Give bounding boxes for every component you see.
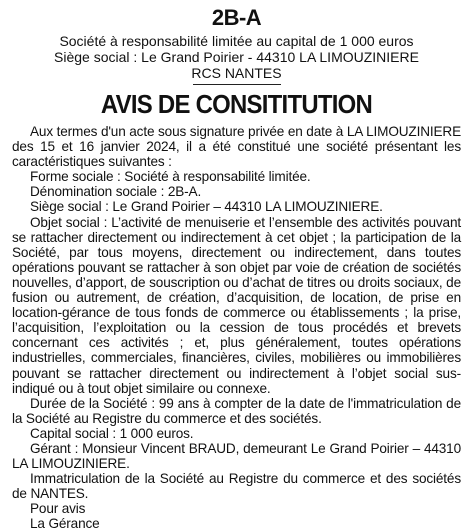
header-divider [193, 84, 281, 85]
company-name: 2B-A [211, 5, 262, 30]
head-office-line: Siège social : Le Grand Poirier – 44310 LA LIMOUZINIERE. [30, 199, 383, 215]
share-capital-line: Capital social : 1 000 euros. [30, 425, 194, 441]
company-head-office: Siège social : Le Grand Poirier - 44310 LA LIMOUZINIERE [54, 49, 419, 65]
pour-avis-line: Pour avis [30, 501, 86, 517]
signature-line: La Gérance [30, 516, 100, 532]
company-registry: RCS NANTES [191, 65, 282, 81]
legal-form-line: Forme sociale : Société à responsabilité limitée. [30, 169, 311, 185]
notice-title: AVIS DE CONSITITUTION [100, 89, 373, 119]
manager-paragraph: Gérant : Monsieur Vincent BRAUD, demeurant Le Grand Poirier – 44310 LA LIMOUZINIERE. [12, 440, 461, 472]
registration-paragraph: Immatriculation de la Société au Registre du commerce et des sociétés de NANTES. [12, 471, 461, 502]
duration-paragraph: Durée de la Société : 99 ans à compter de la date de l'immatriculation de la Société au Registre du commerce et des sociétés. [12, 395, 461, 426]
company-legal-form: Société à responsabilité limitée au capital de 1 000 euros [59, 33, 414, 49]
denomination-line: Dénomination sociale : 2B-A. [30, 184, 202, 200]
intro-paragraph: Aux termes d'un acte sous signature privée en date à LA LIMOUZINIERE des 15 et 16 janvier 2024, il a été constitué une société présentant les caractéristiques suivantes : [12, 124, 461, 170]
corporate-purpose-paragraph: Objet social : L’activité de menuiserie et l’ensemble des activités pouvant se rattacher directement ou indirectement à cet objet ; la participation de la Société, par tous moyens, directement ou indirectement, dans toutes opérations pouvant se rattacher à son objet par voie de création de sociétés nouvelles, d’apport, de souscription ou d’achat de titres ou droits sociaux, de fusion ou autrement, de création, d’acquisition, de location, de prise en location-gérance de tous fonds de commerce ou établissements ; la prise, l’acquisition, l’exploitation ou la cession de tous procédés et brevets concernant ces activités ; et, plus généralement, toutes opérations industrielles, commerciales, financières, civiles, mobilières ou immobilières pouvant se rattacher directement ou indirectement à l’objet social sus-indiqué ou à tout objet similaire ou connexe. [12, 214, 461, 396]
